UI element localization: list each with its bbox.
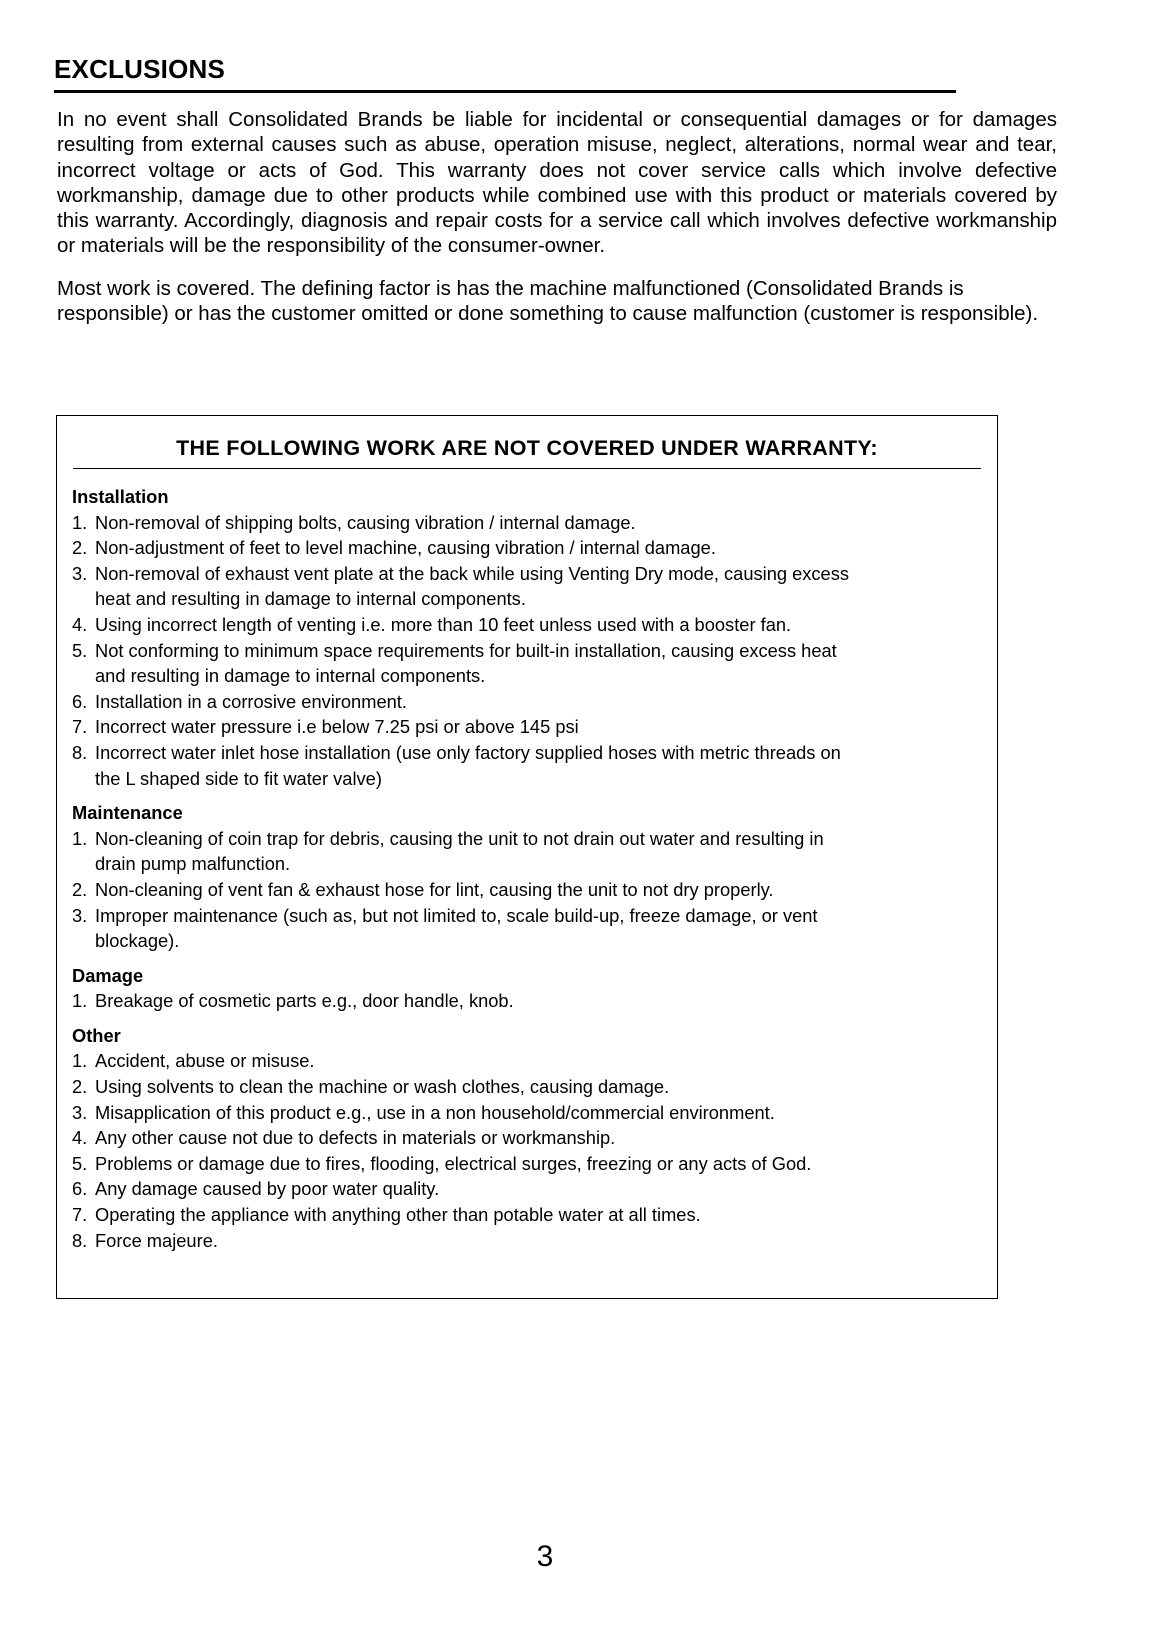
list-item-text: Not conforming to minimum space requirements for built-in installation, causing excess heat xyxy=(95,639,837,661)
list-item xyxy=(72,1202,972,1228)
list-item xyxy=(72,740,972,791)
text-line: consumer-owner. xyxy=(447,234,606,258)
text-line: Most work is covered. The defining factor is has the machine malfunctioned (Consolidated Brands xyxy=(57,276,944,300)
not-covered-sections xyxy=(72,484,972,1253)
section-title: Other xyxy=(72,1024,121,1046)
section-title: Damage xyxy=(72,964,144,986)
section-list xyxy=(72,988,972,1014)
list-item-number: 3. xyxy=(72,904,88,926)
text-line: responsible). xyxy=(920,302,1039,326)
list-item-text: Incorrect water pressure i.e below 7.25 psi or above 145 psi xyxy=(95,716,579,738)
list-item xyxy=(72,638,972,689)
text-line: with this product or materials covered by this warranty. Accordingly, diagnosis and repair costs for xyxy=(57,183,1057,233)
list-item-number: 2. xyxy=(72,537,88,559)
list-item-number: 2. xyxy=(72,1076,88,1098)
list-item-number: 1. xyxy=(72,1050,88,1072)
list-item-text: Incorrect water inlet hose installation (use only factory supplied hoses with metric threads on xyxy=(95,741,841,763)
list-item-number: 8. xyxy=(72,741,88,763)
list-item-text: Operating the appliance with anything other than potable water at all times. xyxy=(95,1204,701,1226)
intro-paragraph-1 xyxy=(57,107,1057,259)
list-item xyxy=(72,510,972,536)
list-item-text: Misapplication of this product e.g., use in a non household/commercial environment. xyxy=(95,1101,775,1123)
box-title-divider xyxy=(73,468,981,469)
list-item-text: Using incorrect length of venting i.e. more than 10 feet unless used with a booster fan. xyxy=(95,613,792,635)
list-item xyxy=(72,1074,972,1100)
list-item xyxy=(72,877,972,903)
list-item-text: Installation in a corrosive environment. xyxy=(95,690,407,712)
list-item xyxy=(72,689,972,715)
list-item-number: 5. xyxy=(72,1152,88,1174)
list-item-number: 4. xyxy=(72,1127,88,1149)
text-line: normal wear and tear, incorrect voltage or acts of God. This warranty does not cover service xyxy=(57,133,1057,182)
list-item xyxy=(72,826,972,877)
text-line: a service call which involves defective workmanship or materials will be the responsibility of the xyxy=(57,209,1057,258)
list-item-text: Using solvents to clean the machine or wash clothes, causing damage. xyxy=(95,1076,670,1098)
list-item-text: heat and resulting in damage to internal components. xyxy=(95,588,526,610)
list-item-text: Non-removal of exhaust vent plate at the back while using Venting Dry mode, causing excess xyxy=(95,562,850,584)
list-item xyxy=(72,1151,972,1177)
list-item-number: 2. xyxy=(72,878,88,900)
list-item xyxy=(72,1048,972,1074)
list-item-number: 1. xyxy=(72,827,88,849)
text-line: calls which involve defective workmanship, damage due to other products while combined use xyxy=(57,158,1057,207)
text-line: In no event shall Consolidated Brands be liable for incidental or consequential damages or for xyxy=(57,108,963,131)
list-item-text: Non-removal of shipping bolts, causing vibration / internal damage. xyxy=(95,511,636,533)
section-other xyxy=(72,1023,972,1253)
list-item xyxy=(72,903,972,954)
list-item-text: blockage). xyxy=(95,930,180,952)
list-item-text: and resulting in damage to internal components. xyxy=(95,665,486,687)
list-item-text: Any other cause not due to defects in materials or workmanship. xyxy=(95,1127,616,1149)
section-title: Maintenance xyxy=(72,802,183,824)
list-item-text: Non-adjustment of feet to level machine, causing vibration / internal damage. xyxy=(95,537,716,559)
section-list xyxy=(72,826,972,954)
list-item-text: Problems or damage due to fires, flooding, electrical surges, freezing or any acts of God. xyxy=(95,1152,812,1174)
list-item-number: 3. xyxy=(72,562,88,584)
section-list xyxy=(72,510,972,792)
list-item-text: the L shaped side to fit water valve) xyxy=(95,767,382,789)
list-item-text: Force majeure. xyxy=(95,1229,218,1251)
list-item xyxy=(72,1100,972,1126)
section-list xyxy=(72,1048,972,1253)
text-line: is responsible) or has the customer omitted or done something to cause malfunction (customer is xyxy=(57,276,964,326)
list-item xyxy=(72,1228,972,1254)
intro-text xyxy=(57,107,1057,326)
heading-divider xyxy=(54,90,956,93)
list-item-text: Breakage of cosmetic parts e.g., door handle, knob. xyxy=(95,990,514,1012)
list-item-text: Accident, abuse or misuse. xyxy=(95,1050,315,1072)
list-item-text: Non-cleaning of coin trap for debris, causing the unit to not drain out water and resulting in xyxy=(95,827,824,849)
list-item-text: Non-cleaning of vent fan & exhaust hose for lint, causing the unit to not dry properly. xyxy=(95,878,774,900)
list-item-number: 5. xyxy=(72,639,88,661)
section-damage xyxy=(72,963,972,1014)
list-item-number: 8. xyxy=(72,1229,88,1251)
list-item-number: 1. xyxy=(72,511,88,533)
page-heading: EXCLUSIONS xyxy=(54,54,226,84)
list-item-number: 1. xyxy=(72,990,88,1012)
list-item-text: drain pump malfunction. xyxy=(95,853,291,875)
list-item-number: 3. xyxy=(72,1101,88,1123)
list-item xyxy=(72,535,972,561)
list-item xyxy=(72,561,972,612)
list-item xyxy=(72,1176,972,1202)
list-item-number: 6. xyxy=(72,1178,88,1200)
text-line: damages resulting from external causes such as abuse, operation misuse, neglect, alterations, xyxy=(57,108,1057,157)
list-item-number: 7. xyxy=(72,1204,88,1226)
page-number: 3 xyxy=(536,1540,554,1573)
list-item xyxy=(72,612,972,638)
not-covered-box xyxy=(56,415,998,1299)
list-item xyxy=(72,714,972,740)
list-item-text: Any damage caused by poor water quality. xyxy=(95,1178,440,1200)
list-item xyxy=(72,988,972,1014)
list-item-number: 4. xyxy=(72,613,88,635)
list-item xyxy=(72,1125,972,1151)
intro-paragraph-2 xyxy=(57,276,1057,327)
section-maintenance xyxy=(72,800,972,954)
section-title: Installation xyxy=(72,486,169,507)
not-covered-title: THE FOLLOWING WORK ARE NOT COVERED UNDER WARRANTY: xyxy=(176,436,878,460)
section-installation xyxy=(72,484,972,791)
list-item-text: Improper maintenance (such as, but not limited to, scale build-up, freeze damage, or vent xyxy=(95,904,818,926)
list-item-number: 6. xyxy=(72,690,88,712)
list-item-number: 7. xyxy=(72,716,88,738)
